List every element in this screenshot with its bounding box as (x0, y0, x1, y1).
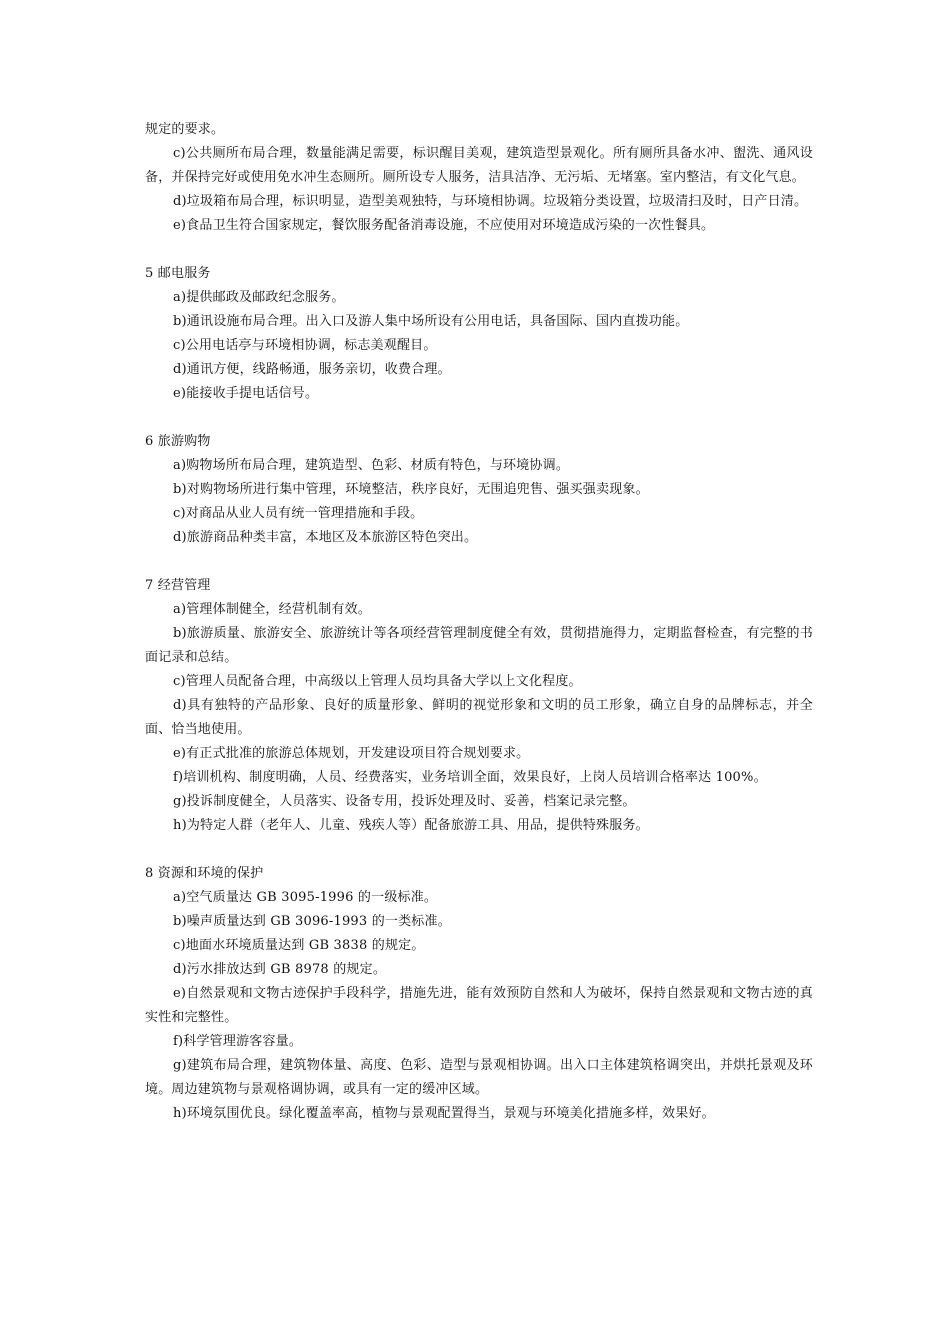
section-7-title: 7 经营管理 (145, 578, 211, 593)
clause-4e: e)食品卫生符合国家规定，餐饮服务配备消毒设施，不应使用对环境造成污染的一次性餐具。 (173, 218, 715, 233)
clause-6b: b)对购物场所进行集中管理，环境整洁，秩序良好，无围追兜售、强买强卖现象。 (173, 482, 649, 497)
clause-5a: a)提供邮政及邮政纪念服务。 (173, 290, 345, 305)
clause-6c: c)对商品从业人员有统一管理措施和手段。 (173, 506, 424, 521)
clause-7e: e)有正式批准的旅游总体规划，开发建设项目符合规划要求。 (173, 746, 530, 761)
clause-8d: d)污水排放达到 GB 8978 的规定。 (173, 962, 387, 977)
clause-7h: h)为特定人群（老年人、儿童、残疾人等）配备旅游工具、用品，提供特殊服务。 (173, 818, 649, 833)
section-gap (145, 838, 813, 862)
document-page (145, 118, 813, 1126)
clause-7c: c)管理人员配备合理，中高级以上管理人员均具备大学以上文化程度。 (173, 674, 582, 689)
clause-7g: g)投诉制度健全，人员落实、设备专用，投诉处理及时、妥善，档案记录完整。 (173, 794, 636, 809)
clause-8a: a)空气质量达 GB 3095-1996 的一级标准。 (173, 890, 438, 905)
clause-7b: b)旅游质量、旅游安全、旅游统计等各项经营管理制度健全有效，贯彻措施得力，定期监督检查，有完整的书面记录和总结。 (145, 626, 813, 665)
clause-8f: f)科学管理游客容量。 (173, 1034, 303, 1049)
clause-7a: a)管理体制健全，经营机制有效。 (173, 602, 372, 617)
section-gap (145, 406, 813, 430)
section-gap (145, 550, 813, 574)
clause-8h: h)环境氛围优良。绿化覆盖率高，植物与景观配置得当，景观与环境美化措施多样，效果好。 (173, 1106, 715, 1121)
section-8-title: 8 资源和环境的保护 (145, 866, 264, 881)
clause-5c: c)公用电话亭与环境相协调，标志美观醒目。 (173, 338, 437, 353)
clause-5d: d)通讯方便，线路畅通，服务亲切，收费合理。 (173, 362, 451, 377)
clause-8c: c)地面水环境质量达到 GB 3838 的规定。 (173, 938, 425, 953)
clause-6a: a)购物场所布局合理，建筑造型、色彩、材质有特色，与环境协调。 (173, 458, 570, 473)
clause-4c: c)公共厕所布局合理，数量能满足需要，标识醒目美观，建筑造型景观化。所有厕所具备水冲、盥洗、通风设备，并保持完好或使用免水冲生态厕所。厕所设专人服务，洁具洁净、无污垢、无堵塞。室内整洁，有文化气息。 (145, 146, 813, 185)
section-6-title: 6 旅游购物 (145, 434, 211, 449)
continued-text: 规定的要求。 (145, 122, 225, 137)
clause-4d: d)垃圾箱布局合理，标识明显，造型美观独特，与环境相协调。垃圾箱分类设置，垃圾清扫及时，日产日清。 (173, 194, 808, 209)
clause-8b: b)噪声质量达到 GB 3096-1993 的一类标准。 (173, 914, 451, 929)
clause-5b: b)通讯设施布局合理。出入口及游人集中场所设有公用电话，具备国际、国内直拨功能。 (173, 314, 689, 329)
clause-7d: d)具有独特的产品形象、良好的质量形象、鲜明的视觉形象和文明的员工形象，确立自身的品牌标志，并全面、恰当地使用。 (145, 698, 813, 737)
clause-7f: f)培训机构、制度明确，人员、经费落实，业务培训全面，效果良好，上岗人员培训合格率达 100%。 (173, 770, 767, 785)
section-5-title: 5 邮电服务 (145, 266, 211, 281)
clause-8g: g)建筑布局合理，建筑物体量、高度、色彩、造型与景观相协调。出入口主体建筑格调突出，并烘托景观及环境。周边建筑物与景观格调协调，或具有一定的缓冲区域。 (145, 1058, 813, 1097)
clause-6d: d)旅游商品种类丰富，本地区及本旅游区特色突出。 (173, 530, 478, 545)
section-gap (145, 238, 813, 262)
clause-8e: e)自然景观和文物古迹保护手段科学，措施先进，能有效预防自然和人为破坏，保持自然景观和文物古迹的真实性和完整性。 (145, 986, 813, 1025)
clause-5e: e)能接收手提电话信号。 (173, 386, 319, 401)
